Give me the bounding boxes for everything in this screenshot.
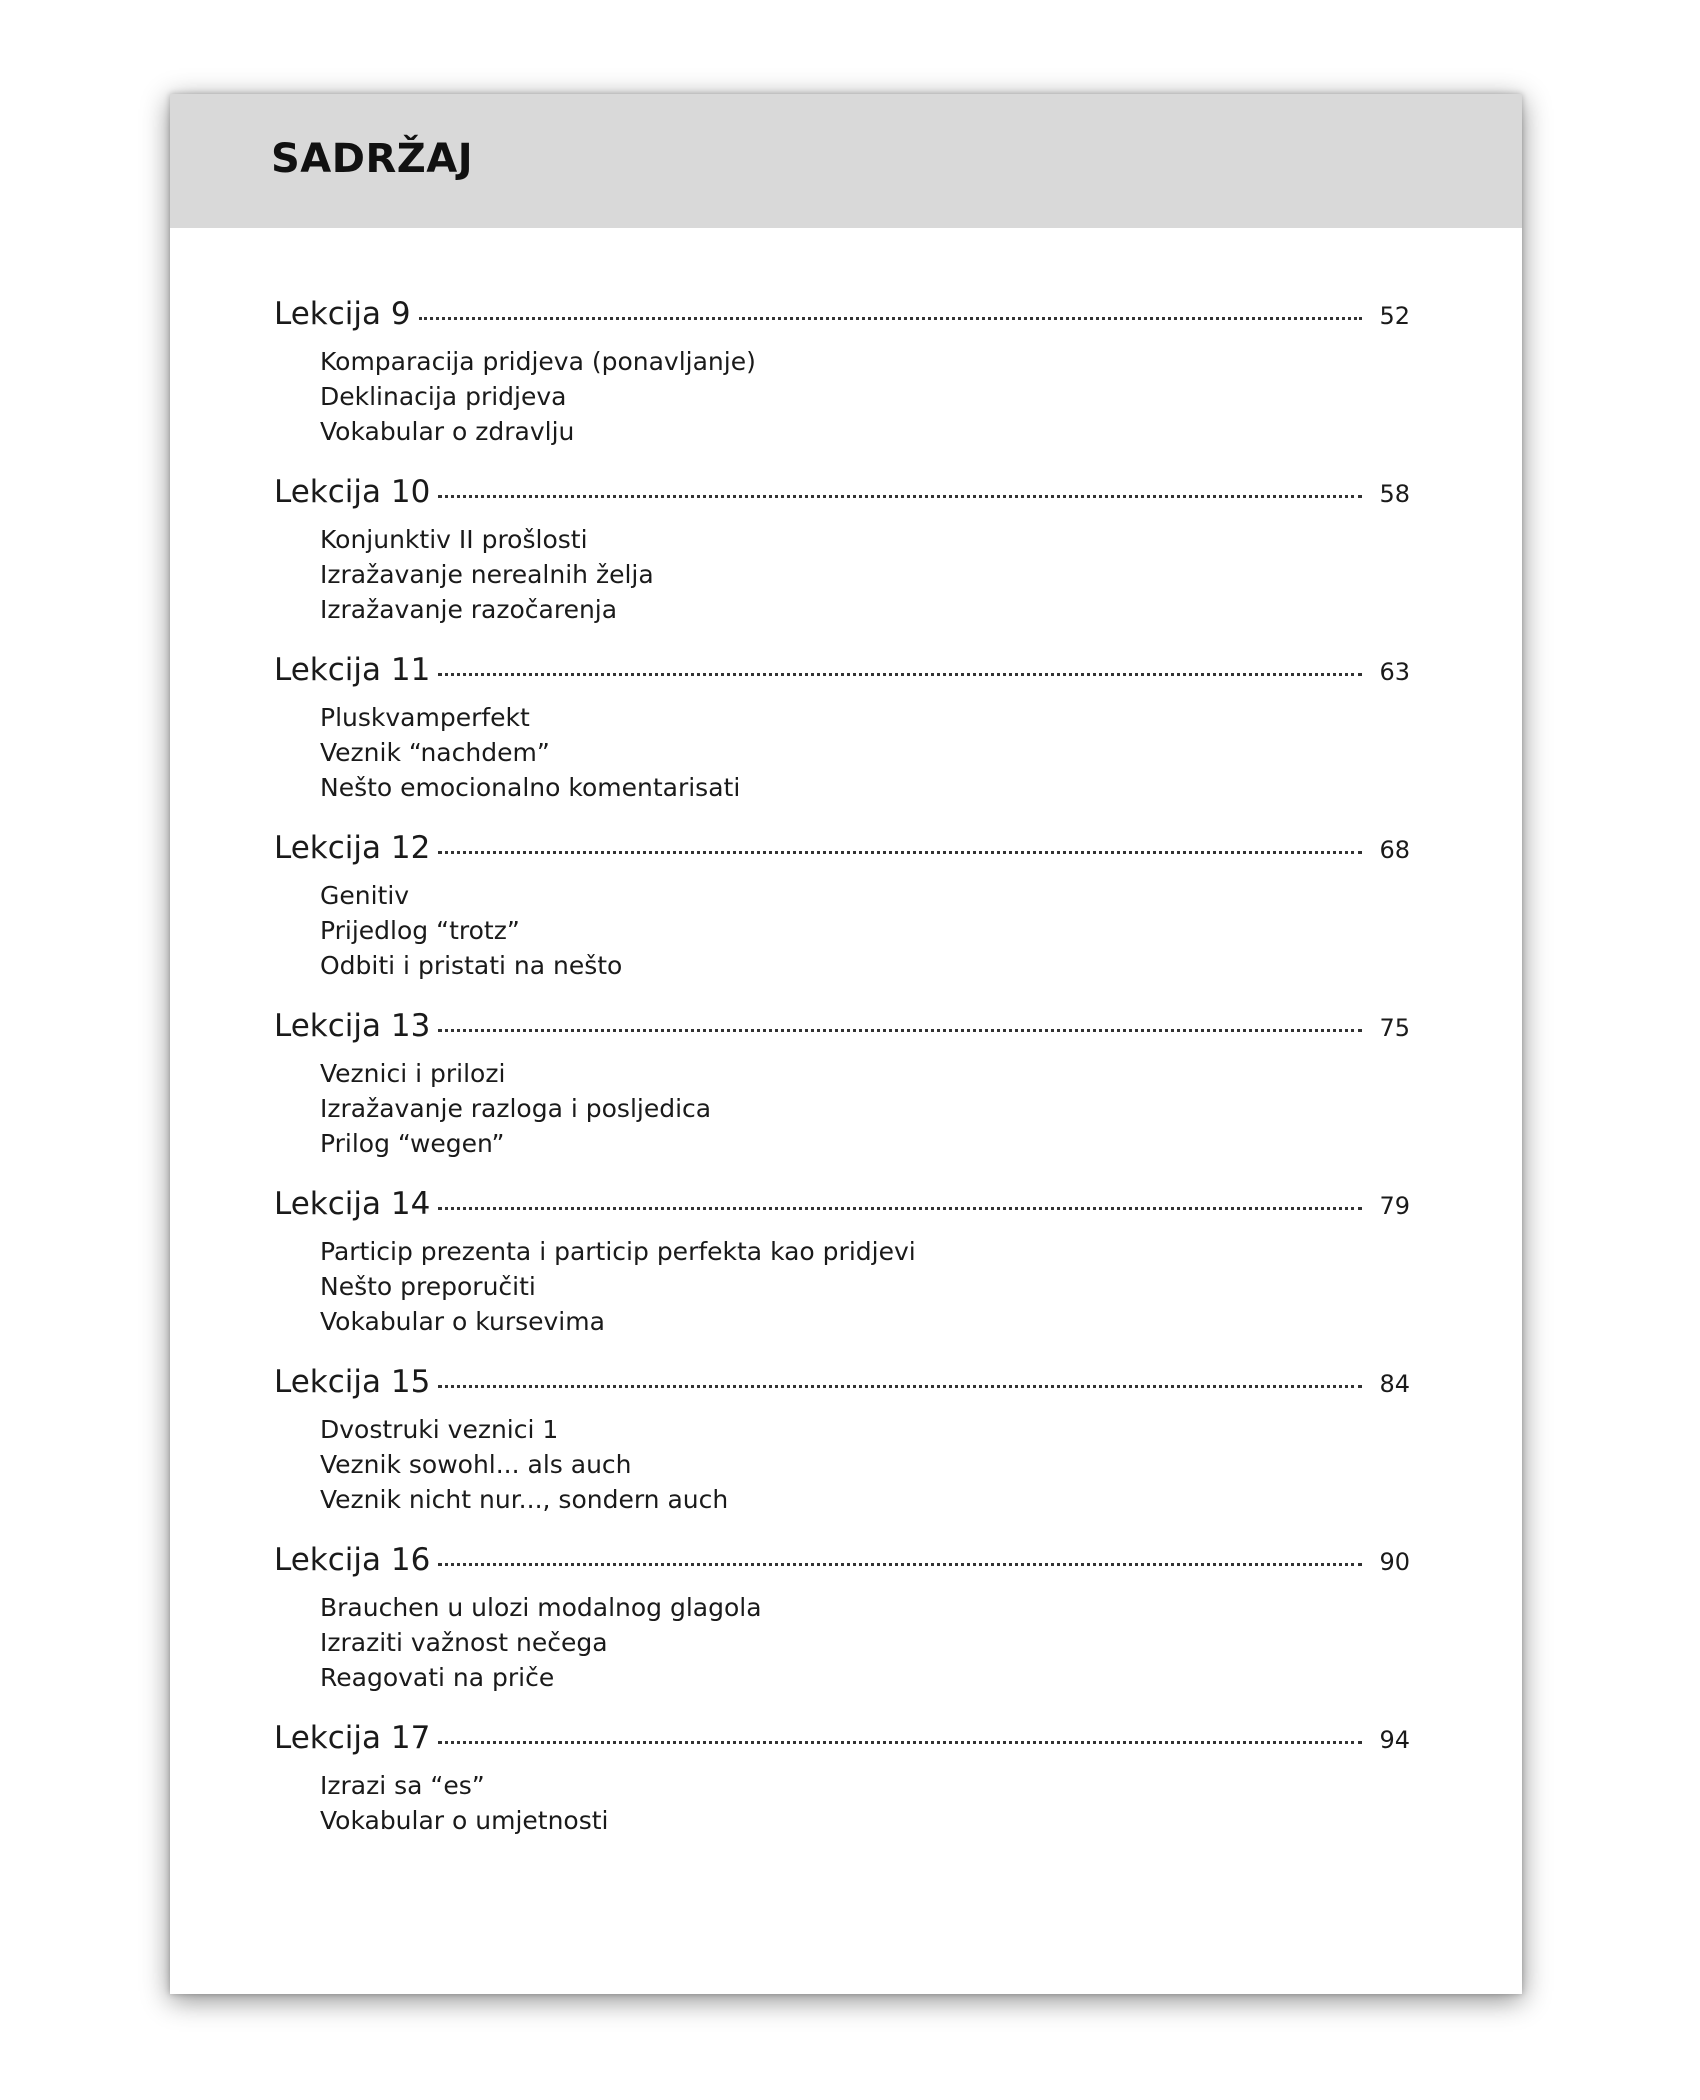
topic-item: Izražavanje razloga i posljedica xyxy=(320,1094,712,1123)
topic-list xyxy=(274,878,1410,983)
dot-leader xyxy=(438,1563,1362,1566)
topic-item: Genitiv xyxy=(320,881,410,910)
page-number: 63 xyxy=(1379,658,1410,686)
topic-item: Prijedlog “trotz” xyxy=(320,916,520,945)
topic-item: Izrazi sa “es” xyxy=(320,1771,485,1800)
toc-entry-row[interactable] xyxy=(274,1720,1410,1768)
page-number: 58 xyxy=(1379,480,1410,508)
topic-list xyxy=(274,344,1410,449)
toc-entry xyxy=(274,1364,1410,1542)
topic-item: Izraziti važnost nečega xyxy=(320,1628,608,1657)
topic-item: Odbiti i pristati na nešto xyxy=(320,951,623,980)
dot-leader xyxy=(419,317,1362,320)
toc-entry xyxy=(274,1542,1410,1720)
topic-item: Pluskvamperfekt xyxy=(320,703,530,732)
topic-item: Vokabular o umjetnosti xyxy=(320,1806,609,1835)
toc-entry xyxy=(274,474,1410,652)
topic-list xyxy=(274,1768,1410,1838)
dot-leader xyxy=(438,1029,1362,1032)
topic-item: Vokabular o zdravlju xyxy=(320,417,575,446)
toc-entry-row[interactable] xyxy=(274,1364,1410,1412)
topic-item: Deklinacija pridjeva xyxy=(320,382,567,411)
topic-item: Konjunktiv II prošlosti xyxy=(320,525,588,554)
topic-list xyxy=(274,1412,1410,1517)
toc-entry-row[interactable] xyxy=(274,1008,1410,1056)
topic-item: Prilog “wegen” xyxy=(320,1129,505,1158)
toc-entry xyxy=(274,296,1410,474)
topic-item: Reagovati na priče xyxy=(320,1663,555,1692)
lesson-title: Lekcija 15 xyxy=(274,1364,431,1400)
lesson-title: Lekcija 16 xyxy=(274,1542,431,1578)
toc-entry-row[interactable] xyxy=(274,296,1410,344)
lesson-title: Lekcija 12 xyxy=(274,830,431,866)
page-number: 94 xyxy=(1379,1726,1410,1754)
topic-list xyxy=(274,522,1410,627)
page-number: 75 xyxy=(1379,1014,1410,1042)
toc-entry xyxy=(274,652,1410,830)
page-number: 84 xyxy=(1379,1370,1410,1398)
topic-item: Nešto emocionalno komentarisati xyxy=(320,773,741,802)
page-number: 68 xyxy=(1379,836,1410,864)
dot-leader xyxy=(438,851,1362,854)
topic-list xyxy=(274,1234,1410,1339)
topic-list xyxy=(274,1590,1410,1695)
dot-leader xyxy=(438,1385,1362,1388)
toc-entry-row[interactable] xyxy=(274,652,1410,700)
toc-entry-row[interactable] xyxy=(274,830,1410,878)
page-title: SADRŽAJ xyxy=(271,136,474,182)
topic-list xyxy=(274,700,1410,805)
page-number: 90 xyxy=(1379,1548,1410,1576)
toc-entry xyxy=(274,1008,1410,1186)
table-of-contents xyxy=(274,296,1410,1898)
dot-leader xyxy=(438,1207,1362,1210)
dot-leader xyxy=(438,673,1362,676)
lesson-title: Lekcija 9 xyxy=(274,296,411,332)
document-page xyxy=(170,94,1522,1994)
toc-entry-row[interactable] xyxy=(274,1186,1410,1234)
dot-leader xyxy=(438,1741,1362,1744)
topic-item: Izražavanje razočarenja xyxy=(320,595,618,624)
toc-entry-row[interactable] xyxy=(274,1542,1410,1590)
header-band xyxy=(170,94,1522,228)
topic-item: Vokabular o kursevima xyxy=(320,1307,605,1336)
topic-item: Izražavanje nerealnih želja xyxy=(320,560,654,589)
topic-item: Particip prezenta i particip perfekta kao pridjevi xyxy=(320,1237,916,1266)
topic-item: Veznik sowohl... als auch xyxy=(320,1450,632,1479)
topic-item: Komparacija pridjeva (ponavljanje) xyxy=(320,347,756,376)
lesson-title: Lekcija 11 xyxy=(274,652,431,688)
topic-item: Veznik “nachdem” xyxy=(320,738,550,767)
page-number: 79 xyxy=(1379,1192,1410,1220)
topic-item: Brauchen u ulozi modalnog glagola xyxy=(320,1593,762,1622)
lesson-title: Lekcija 14 xyxy=(274,1186,431,1222)
topic-item: Nešto preporučiti xyxy=(320,1272,536,1301)
toc-entry xyxy=(274,1186,1410,1364)
toc-entry xyxy=(274,830,1410,1008)
lesson-title: Lekcija 10 xyxy=(274,474,431,510)
toc-entry xyxy=(274,1720,1410,1898)
topic-item: Dvostruki veznici 1 xyxy=(320,1415,559,1444)
topic-list xyxy=(274,1056,1410,1161)
page-number: 52 xyxy=(1379,302,1410,330)
lesson-title: Lekcija 17 xyxy=(274,1720,431,1756)
toc-entry-row[interactable] xyxy=(274,474,1410,522)
topic-item: Veznici i prilozi xyxy=(320,1059,506,1088)
topic-item: Veznik nicht nur..., sondern auch xyxy=(320,1485,729,1514)
dot-leader xyxy=(438,495,1362,498)
lesson-title: Lekcija 13 xyxy=(274,1008,431,1044)
